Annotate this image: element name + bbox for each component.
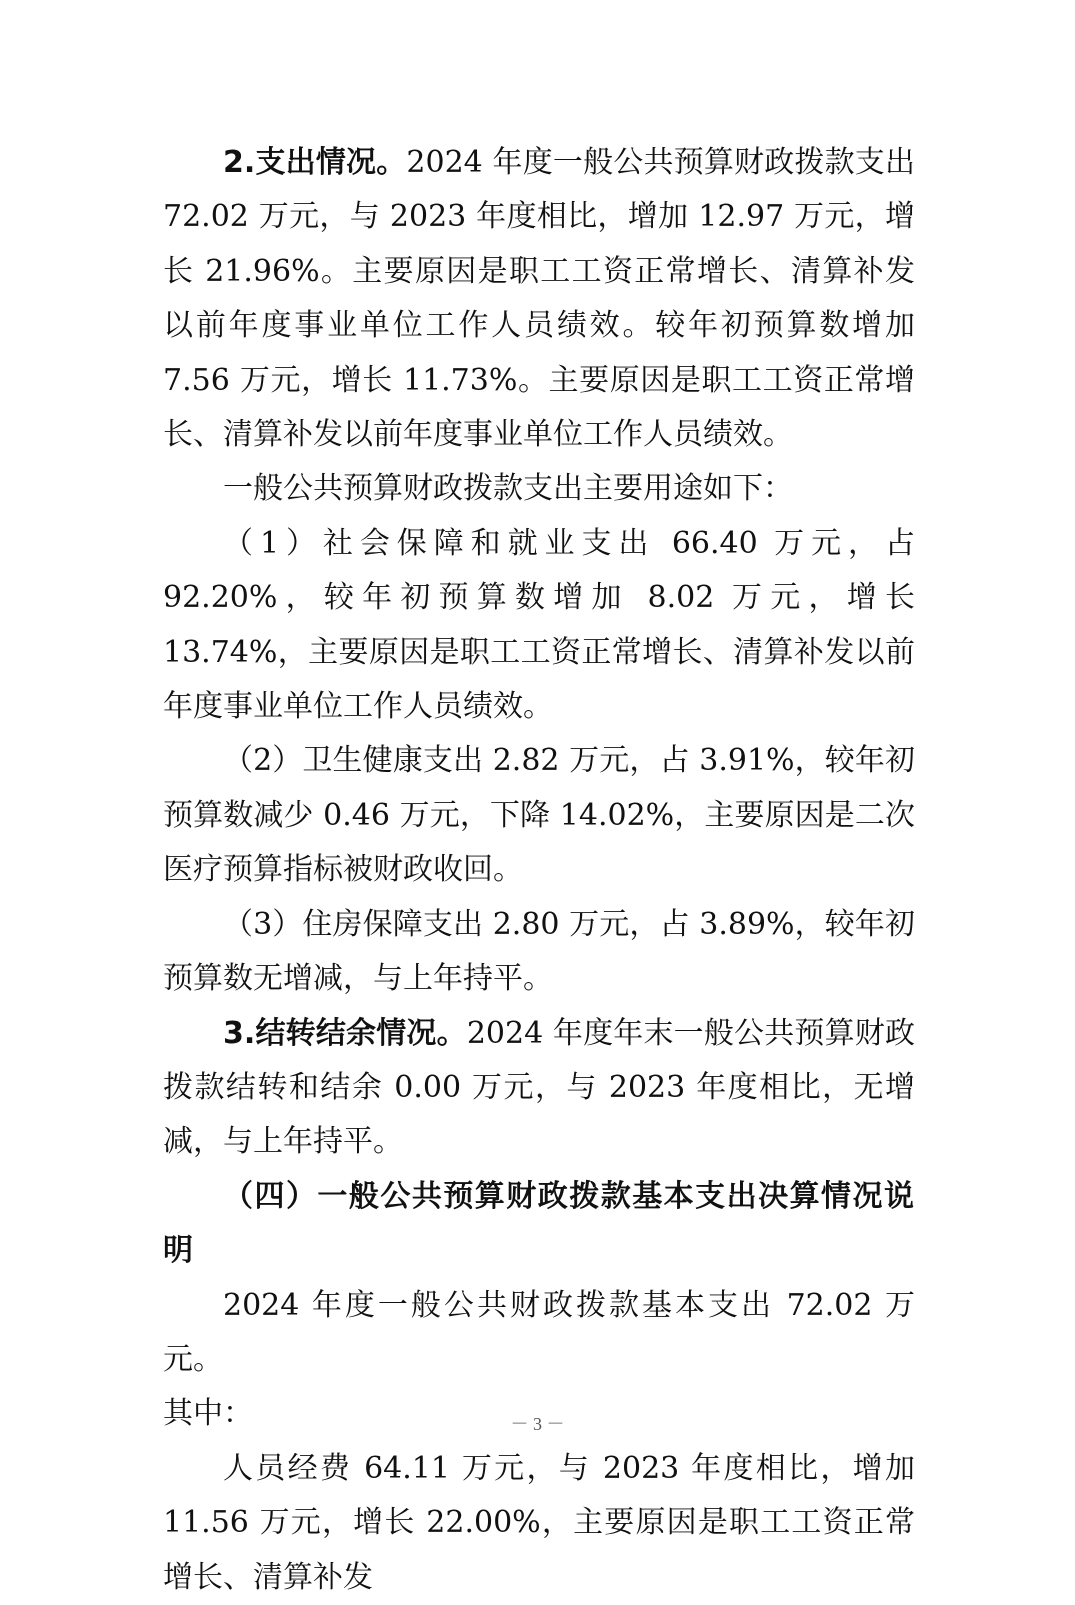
- paragraph-expenditure: [163, 136, 915, 462]
- paragraph-item-1: [163, 517, 915, 735]
- paragraph-basic-expenditure: [163, 1279, 915, 1388]
- paragraph-text: （1）社会保障和就业支出 66.40 万元，占 92.20%，较年初预算数增加 8.02 万元，增长 13.74%，主要原因是职工工资正常增长、清算补发以前年度事业单位工作人员绩效。: [163, 525, 915, 725]
- paragraph-carryover: [163, 1007, 915, 1170]
- page-number: － 3 －: [510, 1414, 565, 1434]
- paragraph-item-2: [163, 734, 915, 897]
- paragraph-usage-intro: [163, 462, 915, 516]
- paragraph-text: 一般公共预算财政拨款支出主要用途如下：: [223, 471, 793, 507]
- section-lead-carryover: 3.结转结余情况。: [223, 1015, 467, 1051]
- paragraph-text: 人员经费 64.11 万元，与 2023 年度相比，增加 11.56 万元，增长 22.00%，主要原因是职工工资正常增长、清算补发: [163, 1450, 915, 1595]
- paragraph-text: 2024 年度一般公共财政拨款基本支出 72.02 万元。: [163, 1287, 915, 1377]
- section-heading: [163, 1170, 915, 1279]
- paragraph-personnel: [163, 1442, 915, 1605]
- paragraph-text: （3）住房保障支出 2.80 万元，占 3.89%，较年初预算数无增减，与上年持平。: [163, 906, 915, 997]
- paragraph-text: （2）卫生健康支出 2.82 万元，占 3.91%，较年初预算数减少 0.46 万元，下降 14.02%，主要原因是二次医疗预算指标被财政收回。: [163, 743, 915, 888]
- section-heading-text: （四）一般公共预算财政拨款基本支出决算情况说明: [163, 1178, 915, 1269]
- paragraph-text: 其中：: [163, 1396, 253, 1432]
- paragraph-text: 2024 年度一般公共预算财政拨款支出 72.02 万元，与 2023 年度相比，增加 12.97 万元，增长 21.96%。主要原因是职工工资正常增长、清算补发以前年度事业单位工作人员绩效。较年初预算数增加 7.56 万元，增长 11.73%。主要原因是职工工资正常增长、清算补发以前年度事业单位工作人员绩效。: [163, 145, 915, 453]
- section-lead-expenditure: 2.支出情况。: [223, 145, 407, 180]
- document-page: [163, 136, 915, 1605]
- paragraph-text: 2024 年度年末一般公共预算财政拨款结转和结余 0.00 万元，与 2023 年度相比，无增减，与上年持平。: [163, 1015, 915, 1160]
- paragraph-item-3: [163, 898, 915, 1007]
